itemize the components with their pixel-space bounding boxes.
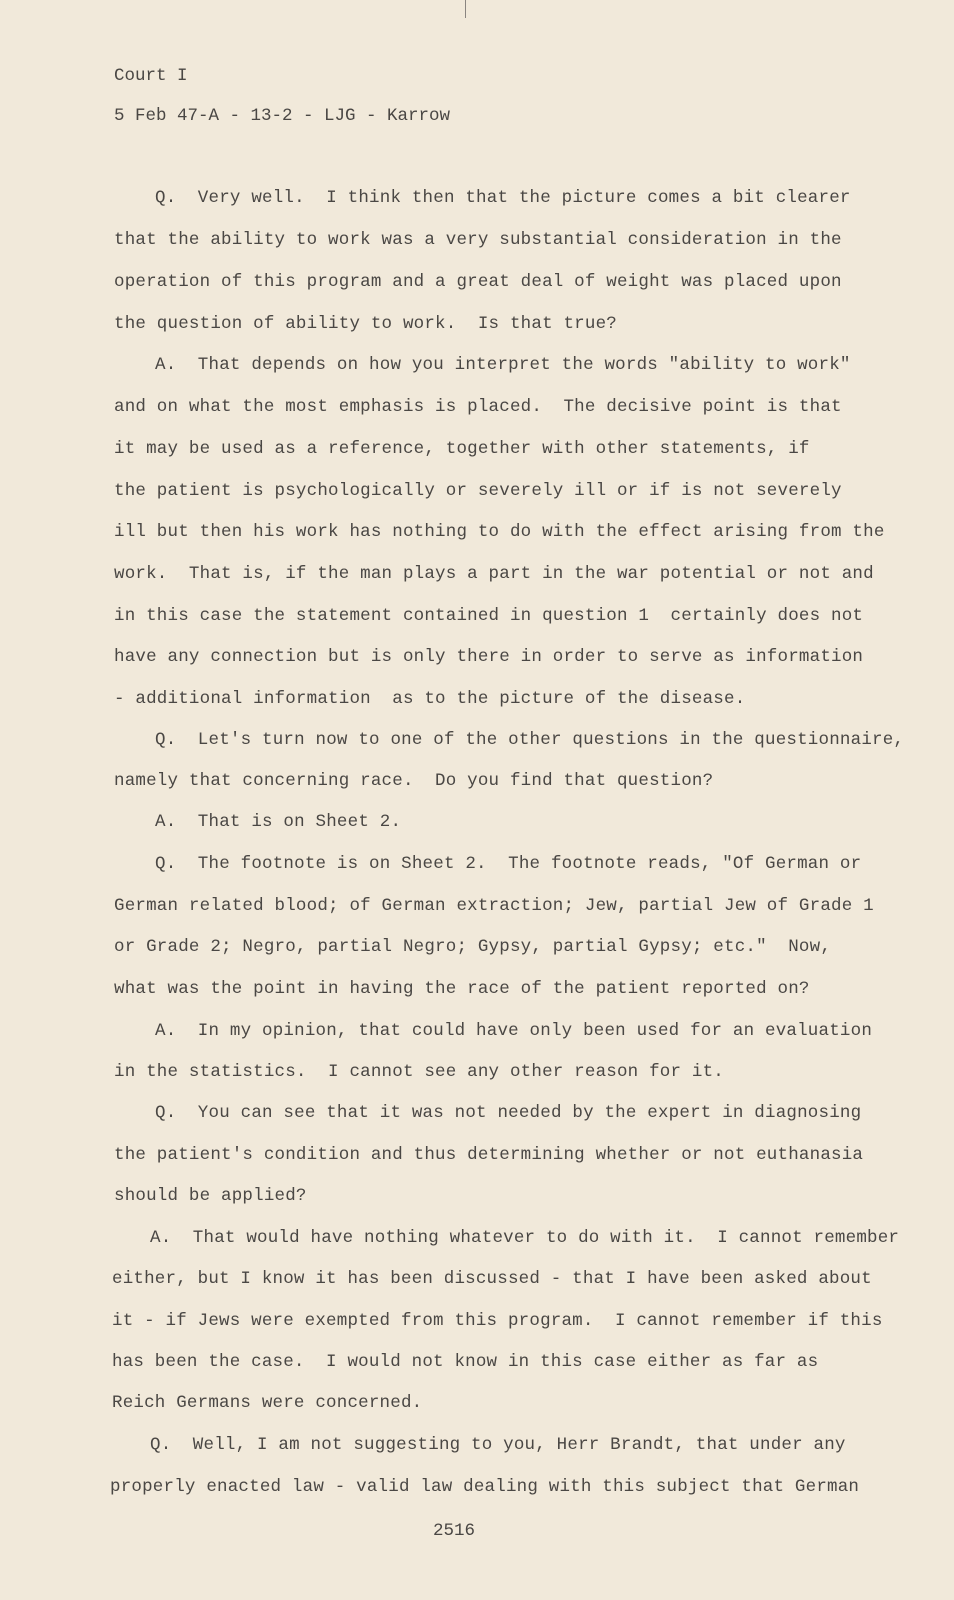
transcript-line: namely that concerning race. Do you find that question? [114, 771, 714, 791]
transcript-line: - additional information as to the picture of the disease. [114, 689, 746, 709]
transcript-line: Q. Well, I am not suggesting to you, Herr Brandt, that under any [150, 1435, 846, 1455]
transcript-line: either, but I know it has been discussed - that I have been asked about [112, 1269, 872, 1289]
transcript-line: in this case the statement contained in question 1 certainly does not [114, 606, 864, 626]
transcript-line: Q. Let's turn now to one of the other questions in the questionnaire, [155, 730, 905, 750]
transcript-line: the patient is psychologically or severely ill or if is not severely [114, 481, 842, 501]
top-edge-mark [465, 0, 466, 18]
transcript-line: work. That is, if the man plays a part in the war potential or not and [114, 564, 874, 584]
transcript-line: A. In my opinion, that could have only been used for an evaluation [155, 1021, 873, 1041]
session-reference: 5 Feb 47-A - 13-2 - LJG - Karrow [114, 106, 451, 126]
transcript-line: Q. The footnote is on Sheet 2. The footnote reads, "Of German or [155, 854, 862, 874]
page-number: 2516 [433, 1521, 476, 1541]
transcript-line: Q. You can see that it was not needed by the expert in diagnosing [155, 1103, 862, 1123]
transcript-line: or Grade 2; Negro, partial Negro; Gypsy, partial Gypsy; etc." Now, [114, 937, 832, 957]
transcript-line: in the statistics. I cannot see any other reason for it. [114, 1062, 724, 1082]
transcript-line: that the ability to work was a very substantial consideration in the [114, 230, 842, 250]
transcript-line: has been the case. I would not know in this case either as far as [112, 1352, 819, 1372]
transcript-line: it may be used as a reference, together with other statements, if [114, 439, 810, 459]
transcript-line: A. That depends on how you interpret the words "ability to work" [155, 355, 851, 375]
transcript-line: properly enacted law - valid law dealing with this subject that German [110, 1477, 860, 1497]
transcript-line: the patient's condition and thus determining whether or not euthanasia [114, 1145, 864, 1165]
transcript-line: have any connection but is only there in order to serve as information [114, 647, 864, 667]
court-label: Court I [114, 66, 188, 86]
transcript-line: ill but then his work has nothing to do with the effect arising from the [114, 522, 885, 542]
transcript-line: should be applied? [114, 1186, 307, 1206]
transcript-line: A. That would have nothing whatever to do with it. I cannot remember [150, 1228, 900, 1248]
transcript-line: the question of ability to work. Is that true? [114, 314, 617, 334]
transcript-line: German related blood; of German extraction; Jew, partial Jew of Grade 1 [114, 896, 874, 916]
transcript-line: it - if Jews were exempted from this program. I cannot remember if this [112, 1311, 883, 1331]
transcript-line: and on what the most emphasis is placed. The decisive point is that [114, 397, 842, 417]
transcript-line: Q. Very well. I think then that the picture comes a bit clearer [155, 188, 851, 208]
transcript-line: Reich Germans were concerned. [112, 1393, 423, 1413]
transcript-line: what was the point in having the race of the patient reported on? [114, 979, 810, 999]
transcript-line: A. That is on Sheet 2. [155, 812, 402, 832]
transcript-line: operation of this program and a great deal of weight was placed upon [114, 272, 842, 292]
